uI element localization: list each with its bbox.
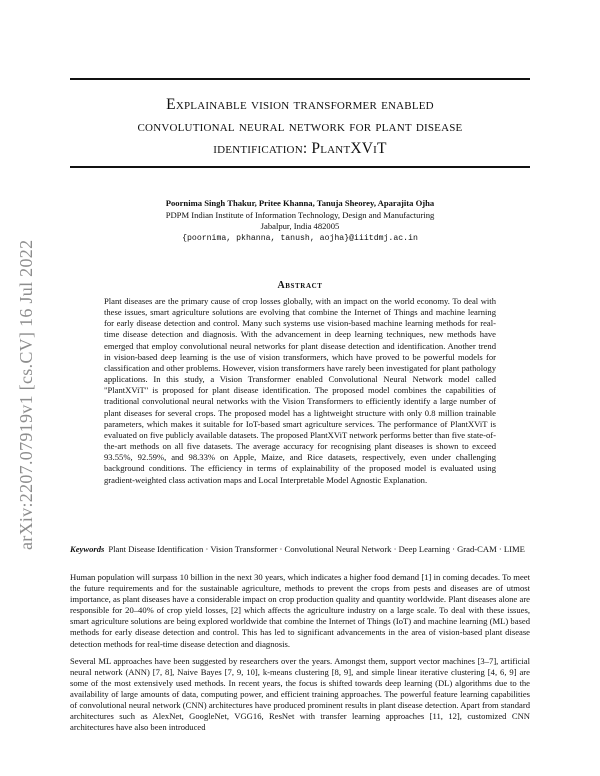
keywords-text: Plant Disease Identification · Vision Transformer · Convolutional Neural Network · Deep Learning · Grad-CAM · LIME — [108, 544, 525, 554]
title-rule-bottom — [70, 166, 530, 168]
author-block — [70, 198, 530, 244]
title-line-1: Explainable vision transformer enabled — [166, 96, 434, 113]
paper-title — [70, 94, 530, 160]
keywords — [70, 544, 530, 555]
author-affiliation: PDPM Indian Institute of Information Technology, Design and Manufacturing — [165, 209, 435, 220]
title-rule-top — [70, 78, 530, 80]
author-location: Jabalpur, India 482005 — [260, 221, 340, 231]
title-line-2: convolutional neural network for plant disease — [137, 118, 463, 135]
introduction-body — [70, 572, 530, 739]
abstract-heading: Abstract — [277, 280, 323, 291]
arxiv-identifier: arXiv:2207.07919v1 [cs.CV] 16 Jul 2022 — [16, 239, 36, 550]
body-paragraph-2: Several ML approaches have been suggested by researchers over the years. Amongst them, support vector machines [3–7], artificial neural network (ANN) [7, 8], Naive Bayes [7, 9, 10], k-means clustering [8, 9], and simple linear iterative clustering [4, 6, 9] are some of the most extensively used methods. In recent years, the focus is shifted towards deep learning (DL) algorithms due to the availability of large amounts of data, computing power, and efficient training approaches. The powerful feature learning capabilities of convolutional neural network (CNN) architectures have produced prominent results in plant disease detection. Apart from standard architectures such as AlexNet, GoogleNet, VGG16, ResNet with transfer learning approaches [11, 12], customized CNN architectures have also been introduced — [70, 655, 530, 733]
abstract-text: Plant diseases are the primary cause of crop losses globally, with an impact on the world economy. To deal with these issues, smart agriculture solutions are evolving that combine the Internet of Things and machine learning for early disease detection and control. Many such systems use vision-based machine learning methods for real-time disease detection and diagnosis. With the advancement in deep learning techniques, new methods have emerged that employ convolutional neural networks for plant disease detection and identification. Another trend in vision-based deep learning is the use of vision transformers, which have proved to be powerful models for classification and other problems. However, vision transformers have rarely been investigated for plant pathology applications. In this study, a Vision Transformer enabled Convolutional Neural Network model called "PlantXViT" is proposed for plant disease identification. The proposed model combines the capabilities of traditional convolutional neural networks with the Vision Transformers to efficiently identify a large number of plant diseases for several crops. The proposed model has a lightweight structure with only 0.8 million trainable parameters, which makes it suitable for IoT-based smart agriculture services. The performance of PlantXViT is evaluated on five publicly available datasets. The proposed PlantXViT network performs better than five state-of-the-art methods on all five datasets. The average accuracy for recognising plant diseases is shown to exceed 93.55%, 92.59%, and 98.33% on Apple, Maize, and Rice datasets, respectively, even under challenging background conditions. The efficiency in terms of explainability of the proposed model is evaluated using gradient-weighted class activation maps and Local Interpretable Model Agnostic Explanation. — [104, 296, 496, 485]
author-email[interactable]: {poornima, pkhanna, tanush, aojha}@iiitdmj.ac.in — [182, 233, 418, 243]
body-paragraph-1: Human population will surpass 10 billion in the next 30 years, which indicates a higher food demand [1] in coming decades. To meet the future requirements and for the sustainable agriculture, methods to prevent the crops from pests and diseases are of utmost importance, as plant diseases have a considerable impact on crop production quality and quantity worldwide. Plant diseases alone are responsible for 20–40% of crop yield losses, [2] which affects the agriculture industry on a large scale. To deal with these issues, smart agriculture solutions are being explored worldwide that combine the Internet of Things (IoT) and machine learning (ML) based methods for early disease detection and control. This has led to significant advancements in the area of vision-based plant disease detection methods for real-time disease detection and diagnosis. — [70, 572, 530, 649]
author-names: Poornima Singh Thakur, Pritee Khanna, Tanuja Sheorey, Aparajita Ojha — [165, 198, 435, 208]
title-line-3: identification: PlantXViT — [213, 140, 387, 157]
keywords-label: Keywords — [70, 544, 105, 554]
